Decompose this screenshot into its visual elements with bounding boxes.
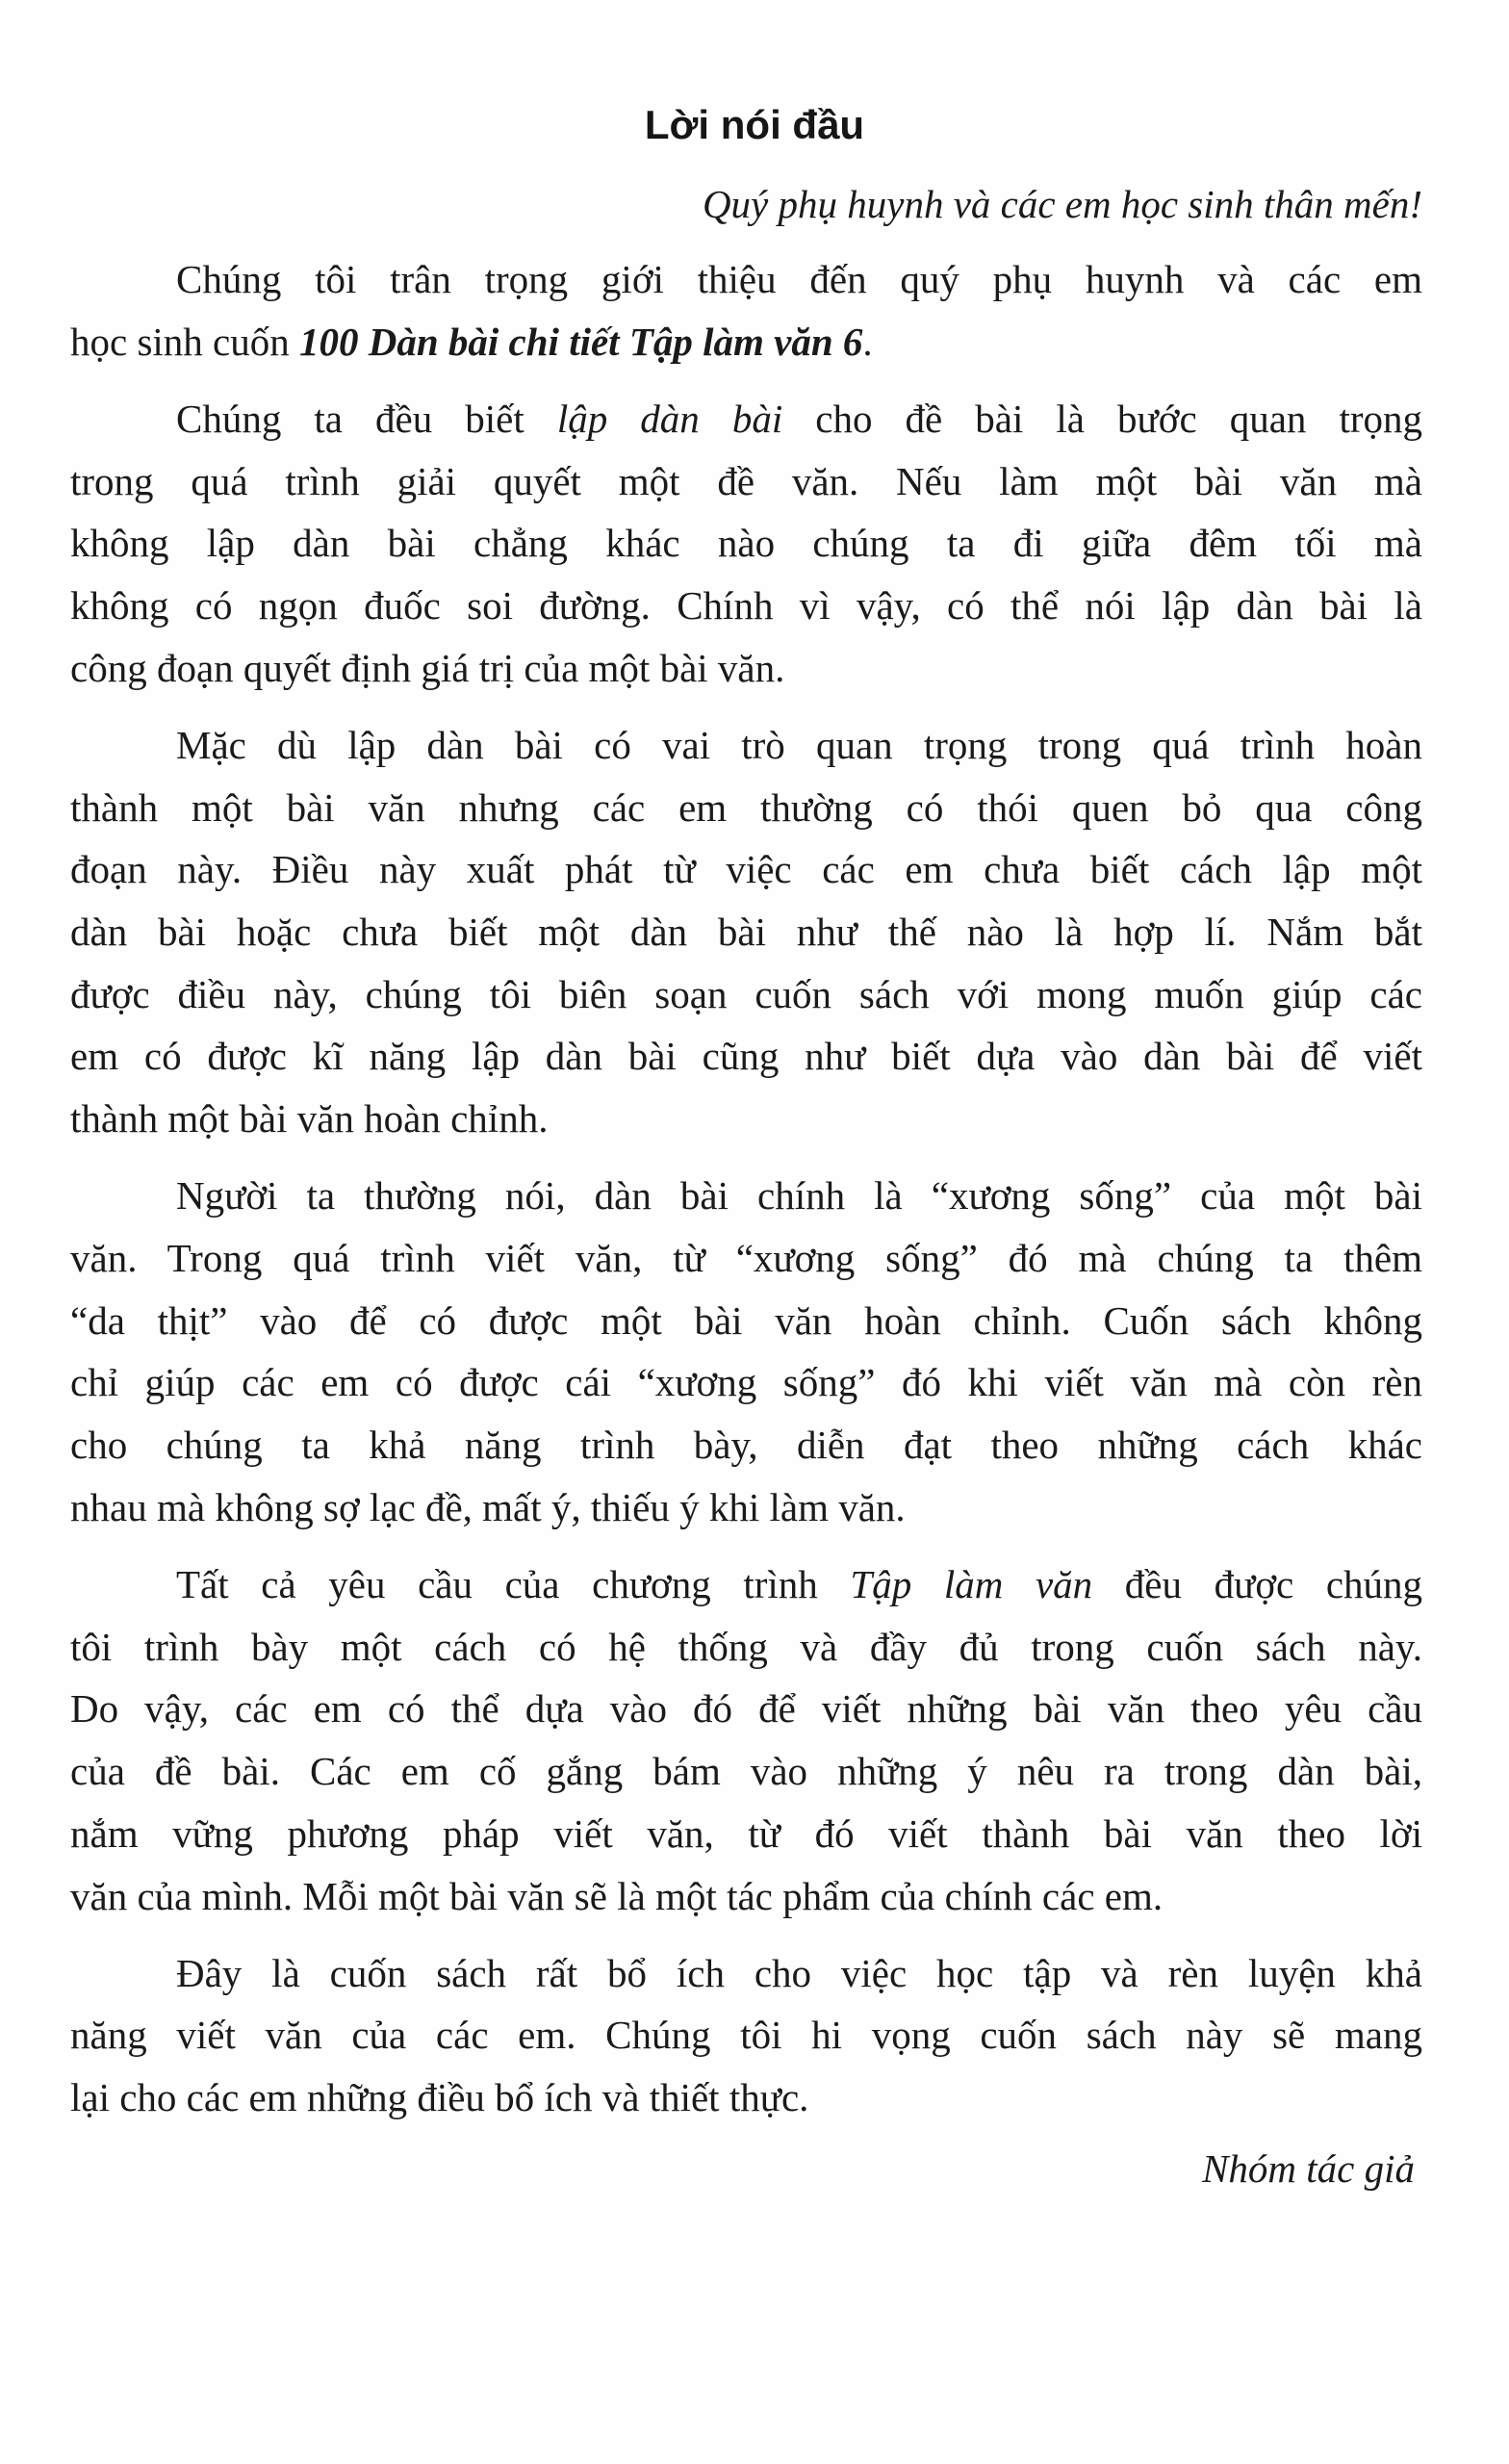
text-segment: thành một bài văn hoàn chỉnh. bbox=[70, 1096, 549, 1142]
text-line bbox=[70, 2066, 1422, 2129]
text-segment: đoạn này. Điều này xuất phát từ việc các em chưa biết cách lập một bbox=[70, 847, 1422, 892]
text-segment: văn của mình. Mỗi một bài văn sẽ là một tác phẩm của chính các em. bbox=[70, 1873, 1164, 1918]
text-segment: của đề bài. Các em cố gắng bám vào những ý nêu ra trong dàn bài, bbox=[70, 1749, 1422, 1794]
preface-body bbox=[70, 248, 1422, 2143]
text-segment: trong quá trình giải quyết một đề văn. Nếu làm một bài văn mà bbox=[70, 458, 1422, 503]
text-segment: em có được kĩ năng lập dàn bài cũng như biết dựa vào dàn bài để viết bbox=[70, 1034, 1422, 1079]
text-segment: tôi trình bày một cách có hệ thống và đầy đủ trong cuốn sách này. bbox=[70, 1624, 1422, 1669]
text-segment: nắm vững phương pháp viết văn, từ đó viết thành bài văn theo lời bbox=[70, 1810, 1422, 1856]
text-line bbox=[70, 248, 1422, 311]
text-segment: “da thịt” vào để có được một bài văn hoàn chỉnh. Cuốn sách không bbox=[70, 1297, 1422, 1343]
paragraph bbox=[70, 388, 1422, 700]
text-segment: không có ngọn đuốc soi đường. Chính vì vậy, có thể nói lập dàn bài là bbox=[70, 583, 1422, 629]
text-line bbox=[70, 1865, 1422, 1928]
text-line bbox=[70, 1165, 1422, 1227]
text-segment: đều được chúng bbox=[1092, 1562, 1423, 1607]
text-line bbox=[70, 512, 1422, 575]
paragraph bbox=[70, 1942, 1422, 2129]
text-segment: công đoạn quyết định giá trị của một bài văn. bbox=[70, 645, 785, 690]
text-line bbox=[70, 1025, 1422, 1088]
text-line bbox=[70, 714, 1422, 777]
book-title: 100 Dàn bài chi tiết Tập làm văn 6 bbox=[299, 319, 863, 364]
text-line bbox=[70, 1088, 1422, 1150]
text-segment: dàn bài hoặc chưa biết một dàn bài như thế nào là hợp lí. Nắm bắt bbox=[70, 910, 1422, 955]
text-line bbox=[70, 963, 1422, 1026]
text-line bbox=[70, 1678, 1422, 1740]
text-line bbox=[70, 838, 1422, 901]
text-line bbox=[70, 777, 1422, 839]
text-segment: Mặc dù lập dàn bài có vai trò quan trọng trong quá trình hoàn bbox=[176, 722, 1422, 767]
text-line bbox=[70, 1414, 1422, 1476]
text-segment: Chúng ta đều biết bbox=[176, 396, 557, 441]
paragraph bbox=[70, 714, 1422, 1150]
emphasis-text: lập dàn bài bbox=[556, 396, 783, 441]
paragraph bbox=[70, 1553, 1422, 1927]
text-line bbox=[70, 2004, 1422, 2066]
text-segment: Đây là cuốn sách rất bổ ích cho việc học tập và rèn luyện khả bbox=[176, 1950, 1422, 1995]
text-segment: Người ta thường nói, dàn bài chính là “xương sống” của một bài bbox=[176, 1173, 1422, 1219]
text-line bbox=[70, 637, 1422, 700]
text-segment: lại cho các em những điều bổ ích và thiết thực. bbox=[70, 2075, 809, 2120]
text-segment: học sinh cuốn bbox=[70, 319, 299, 364]
text-line bbox=[70, 575, 1422, 637]
page-title: Lời nói đầu bbox=[644, 102, 865, 147]
text-line bbox=[70, 1290, 1422, 1352]
paragraph bbox=[70, 248, 1422, 372]
emphasis-text: Tập làm văn bbox=[850, 1562, 1093, 1607]
text-line bbox=[70, 388, 1422, 450]
text-line bbox=[70, 311, 1422, 373]
text-line bbox=[70, 901, 1422, 963]
text-line bbox=[70, 450, 1422, 513]
text-line bbox=[70, 1740, 1422, 1803]
salutation: Quý phụ huynh và các em học sinh thân mến! bbox=[702, 182, 1422, 226]
text-line bbox=[70, 1227, 1422, 1290]
text-segment: không lập dàn bài chẳng khác nào chúng ta đi giữa đêm tối mà bbox=[70, 521, 1422, 566]
text-segment: Chúng tôi trân trọng giới thiệu đến quý phụ huynh và các em bbox=[176, 257, 1422, 301]
text-segment: được điều này, chúng tôi biên soạn cuốn sách với mong muốn giúp các bbox=[70, 971, 1422, 1016]
text-segment: văn. Trong quá trình viết văn, từ “xương sống” đó mà chúng ta thêm bbox=[70, 1236, 1422, 1281]
text-line bbox=[70, 1351, 1422, 1414]
text-line bbox=[70, 1476, 1422, 1539]
text-segment: Tất cả yêu cầu của chương trình bbox=[176, 1562, 851, 1607]
text-line bbox=[70, 1616, 1422, 1679]
text-segment: Do vậy, các em có thể dựa vào đó để viết những bài văn theo yêu cầu bbox=[70, 1686, 1422, 1732]
text-line bbox=[70, 1553, 1422, 1616]
text-segment: . bbox=[862, 319, 873, 364]
text-segment: nhau mà không sợ lạc đề, mất ý, thiếu ý khi làm văn. bbox=[70, 1484, 906, 1529]
text-segment: cho đề bài là bước quan trọng bbox=[782, 396, 1422, 441]
paragraph bbox=[70, 1165, 1422, 1538]
signature: Nhóm tác giả bbox=[1202, 2146, 1415, 2191]
text-segment: thành một bài văn nhưng các em thường có thói quen bỏ qua công bbox=[70, 784, 1422, 830]
text-segment: năng viết văn của các em. Chúng tôi hi vọng cuốn sách này sẽ mang bbox=[70, 2013, 1422, 2058]
text-line bbox=[70, 1942, 1422, 2005]
text-segment: chỉ giúp các em có được cái “xương sống” đó khi viết văn mà còn rèn bbox=[70, 1360, 1422, 1405]
text-segment: cho chúng ta khả năng trình bày, diễn đạt theo những cách khác bbox=[70, 1423, 1422, 1468]
text-line bbox=[70, 1803, 1422, 1865]
